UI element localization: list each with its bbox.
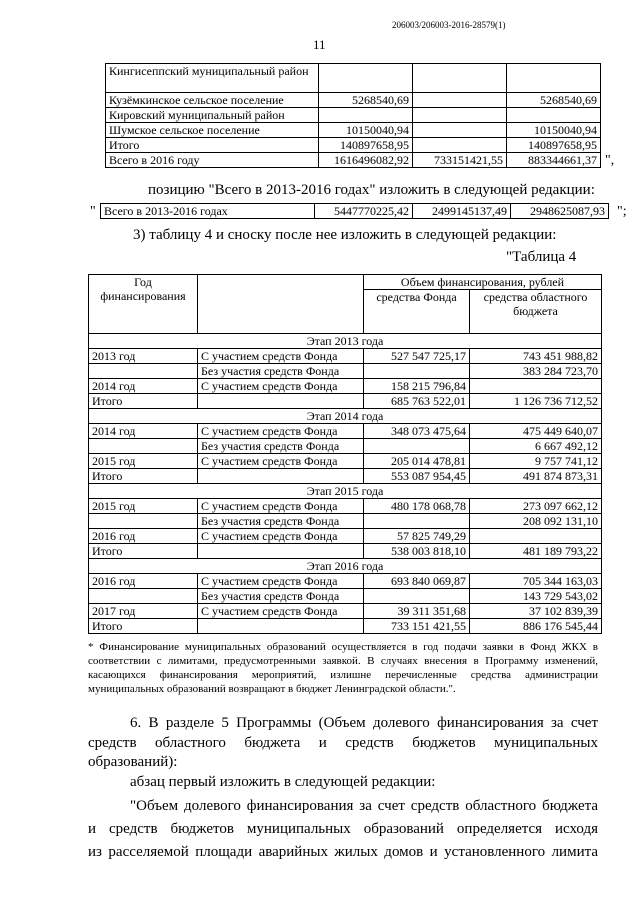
table-cell: 5268540,69 bbox=[507, 93, 601, 108]
header-region: средства областного бюджета bbox=[470, 290, 602, 334]
stage-row bbox=[89, 484, 602, 499]
table-cell: Кировский муниципальный район bbox=[106, 108, 319, 123]
table-row bbox=[89, 364, 602, 379]
table-cell bbox=[364, 439, 470, 454]
table-cell bbox=[413, 123, 507, 138]
table-row bbox=[89, 604, 602, 619]
section6-line7: из расселяемой площади аварийных жилых домов и установленного лимита bbox=[88, 844, 598, 860]
table-cell: 1 126 736 712,52 bbox=[470, 394, 602, 409]
open-quote-mark: " bbox=[90, 204, 96, 219]
table-cell: 693 840 069,87 bbox=[364, 574, 470, 589]
paragraph-position: позицию "Всего в 2013-2016 годах" изложить в следующей редакции: bbox=[148, 182, 595, 198]
table-cell bbox=[413, 108, 507, 123]
section6-line2: средств областного бюджета и средств бюджетов муниципальных bbox=[88, 735, 598, 751]
table-cell: Итого bbox=[89, 394, 198, 409]
table-cell bbox=[198, 544, 364, 559]
table-cell: 205 014 478,81 bbox=[364, 454, 470, 469]
paragraph-table4: 3) таблицу 4 и сноску после нее изложить в следующей редакции: bbox=[133, 227, 557, 243]
header-volume: Объем финансирования, рублей bbox=[364, 275, 602, 290]
header-year: Год финансирования bbox=[89, 275, 198, 334]
table-cell bbox=[319, 64, 413, 93]
table-cell bbox=[198, 394, 364, 409]
close-quote-mark: ", bbox=[605, 153, 615, 168]
table-cell: 2014 год bbox=[89, 424, 198, 439]
table-cell: 5268540,69 bbox=[319, 93, 413, 108]
table-cell: 383 284 723,70 bbox=[470, 364, 602, 379]
table-cell: 527 547 725,17 bbox=[364, 349, 470, 364]
table-cell: Итого bbox=[89, 469, 198, 484]
table-cell: 10150040,94 bbox=[319, 123, 413, 138]
table-cell bbox=[507, 108, 601, 123]
table-cell: С участием средств Фонда bbox=[198, 529, 364, 544]
table-cell: 140897658,95 bbox=[319, 138, 413, 153]
municipal-funding-table bbox=[105, 63, 601, 168]
table-cell: Итого bbox=[89, 619, 198, 634]
table-cell: 2014 год bbox=[89, 379, 198, 394]
table-cell: 481 189 793,22 bbox=[470, 544, 602, 559]
table-row bbox=[89, 619, 602, 634]
table-cell: Без участия средств Фонда bbox=[198, 364, 364, 379]
table-cell: 9 757 741,12 bbox=[470, 454, 602, 469]
table-cell: 2013 год bbox=[89, 349, 198, 364]
table-cell: 5447770225,42 bbox=[315, 204, 413, 219]
table-cell bbox=[364, 514, 470, 529]
stage-row bbox=[89, 334, 602, 349]
table-cell: 39 311 351,68 bbox=[364, 604, 470, 619]
table-cell: 733 151 421,55 bbox=[364, 619, 470, 634]
header-empty bbox=[198, 275, 364, 334]
stage-row bbox=[89, 409, 602, 424]
table-cell bbox=[413, 93, 507, 108]
table-cell: 2016 год bbox=[89, 529, 198, 544]
table-cell: 2015 год bbox=[89, 499, 198, 514]
table-cell: 538 003 818,10 bbox=[364, 544, 470, 559]
header-fund: средства Фонда bbox=[364, 290, 470, 334]
table-row bbox=[89, 454, 602, 469]
table-cell bbox=[364, 589, 470, 604]
table-cell bbox=[413, 64, 507, 93]
document-id: 206003/206003-2016-28579(1) bbox=[392, 20, 506, 30]
table-cell: Без участия средств Фонда bbox=[198, 439, 364, 454]
table-cell bbox=[364, 364, 470, 379]
table-cell: 348 073 475,64 bbox=[364, 424, 470, 439]
table-cell bbox=[470, 529, 602, 544]
section6-line6: и средств бюджетов муниципальных образований определяется исходя bbox=[88, 821, 598, 837]
table-cell: 733151421,55 bbox=[413, 153, 507, 168]
table-cell: Итого bbox=[89, 544, 198, 559]
table-cell: 886 176 545,44 bbox=[470, 619, 602, 634]
table-cell: 2499145137,49 bbox=[413, 204, 511, 219]
stage-row bbox=[89, 559, 602, 574]
section6-line3: образований): bbox=[88, 754, 178, 770]
table-row bbox=[89, 544, 602, 559]
page-number: 11 bbox=[313, 37, 326, 52]
table-4 bbox=[88, 274, 602, 634]
table-cell: С участием средств Фонда bbox=[198, 349, 364, 364]
table-cell: Всего в 2016 году bbox=[106, 153, 319, 168]
table-row bbox=[106, 93, 601, 108]
table-row bbox=[106, 153, 601, 168]
table-cell: 685 763 522,01 bbox=[364, 394, 470, 409]
close-quote-mark: "; bbox=[617, 204, 627, 219]
table-cell: 158 215 796,84 bbox=[364, 379, 470, 394]
table-cell bbox=[89, 589, 198, 604]
table-cell: С участием средств Фонда bbox=[198, 604, 364, 619]
table-cell: Без участия средств Фонда bbox=[198, 514, 364, 529]
table-cell: 553 087 954,45 bbox=[364, 469, 470, 484]
table4-caption: "Таблица 4 bbox=[506, 249, 577, 265]
table4-body bbox=[89, 334, 602, 634]
stage-title: Этап 2016 года bbox=[89, 559, 602, 574]
table-cell bbox=[413, 138, 507, 153]
table-row bbox=[89, 589, 602, 604]
table-cell: Кингисеппский муниципальный район bbox=[106, 64, 319, 93]
table-cell: С участием средств Фонда bbox=[198, 454, 364, 469]
table-cell: 273 097 662,12 bbox=[470, 499, 602, 514]
table-cell: 6 667 492,12 bbox=[470, 439, 602, 454]
table-cell: 2017 год bbox=[89, 604, 198, 619]
table-cell: С участием средств Фонда bbox=[198, 574, 364, 589]
table-row bbox=[101, 204, 609, 219]
table-cell bbox=[470, 379, 602, 394]
table-cell: Шумское сельское поселение bbox=[106, 123, 319, 138]
table-cell bbox=[198, 469, 364, 484]
table-row bbox=[89, 514, 602, 529]
table-cell: 743 451 988,82 bbox=[470, 349, 602, 364]
table-cell: Итого bbox=[106, 138, 319, 153]
table-cell: 2015 год bbox=[89, 454, 198, 469]
table-row bbox=[89, 469, 602, 484]
table-cell: Без участия средств Фонда bbox=[198, 589, 364, 604]
stage-title: Этап 2013 года bbox=[89, 334, 602, 349]
table-row bbox=[89, 574, 602, 589]
section6-line5: "Объем долевого финансирования за счет средств областного бюджета bbox=[130, 798, 598, 814]
table-cell: 705 344 163,03 bbox=[470, 574, 602, 589]
table-row bbox=[106, 64, 601, 93]
table-cell bbox=[89, 364, 198, 379]
table-row bbox=[106, 108, 601, 123]
table-row bbox=[106, 123, 601, 138]
table-row bbox=[89, 529, 602, 544]
table-cell: 883344661,37 bbox=[507, 153, 601, 168]
section6-line1: 6. В разделе 5 Программы (Объем долевого финансирования за счет bbox=[130, 715, 598, 731]
table-cell: С участием средств Фонда bbox=[198, 379, 364, 394]
table-row bbox=[106, 138, 601, 153]
table-cell bbox=[319, 108, 413, 123]
table-cell: 57 825 749,29 bbox=[364, 529, 470, 544]
table-cell: Кузёмкинское сельское поселение bbox=[106, 93, 319, 108]
stage-title: Этап 2015 года bbox=[89, 484, 602, 499]
table-cell bbox=[89, 514, 198, 529]
footnote: * Финансирование муниципальных образований осуществляется в год подачи заявки в Фонд ЖКХ в соответствии с лимитами, предусмотренными заявкой. В случаях внесения в Программу изменений, касающихся финансирования мероприятий, излишне перечисленные средства администрации муниципальных образований возвращают в бюджет Ленинградской области.". bbox=[88, 641, 598, 695]
table-cell: 10150040,94 bbox=[507, 123, 601, 138]
table-cell: 475 449 640,07 bbox=[470, 424, 602, 439]
table-cell: С участием средств Фонда bbox=[198, 499, 364, 514]
table-row bbox=[89, 424, 602, 439]
total-2013-2016-table bbox=[100, 203, 609, 219]
table-header-row bbox=[89, 275, 602, 290]
table-cell: 2016 год bbox=[89, 574, 198, 589]
table-row bbox=[89, 499, 602, 514]
table-cell: 2948625087,93 bbox=[511, 204, 609, 219]
table-cell: Всего в 2013-2016 годах bbox=[101, 204, 315, 219]
table-cell: 140897658,95 bbox=[507, 138, 601, 153]
table-cell: 480 178 068,78 bbox=[364, 499, 470, 514]
table-row bbox=[89, 439, 602, 454]
table-cell: 208 092 131,10 bbox=[470, 514, 602, 529]
table-row bbox=[89, 394, 602, 409]
table-cell bbox=[89, 439, 198, 454]
table-row bbox=[89, 379, 602, 394]
table-cell: С участием средств Фонда bbox=[198, 424, 364, 439]
table-cell: 37 102 839,39 bbox=[470, 604, 602, 619]
table-cell bbox=[198, 619, 364, 634]
table-cell: 491 874 873,31 bbox=[470, 469, 602, 484]
stage-title: Этап 2014 года bbox=[89, 409, 602, 424]
table-cell: 143 729 543,02 bbox=[470, 589, 602, 604]
table-cell bbox=[507, 64, 601, 93]
table-cell: 1616496082,92 bbox=[319, 153, 413, 168]
table-row bbox=[89, 349, 602, 364]
section6-line4: абзац первый изложить в следующей редакции: bbox=[130, 774, 436, 790]
